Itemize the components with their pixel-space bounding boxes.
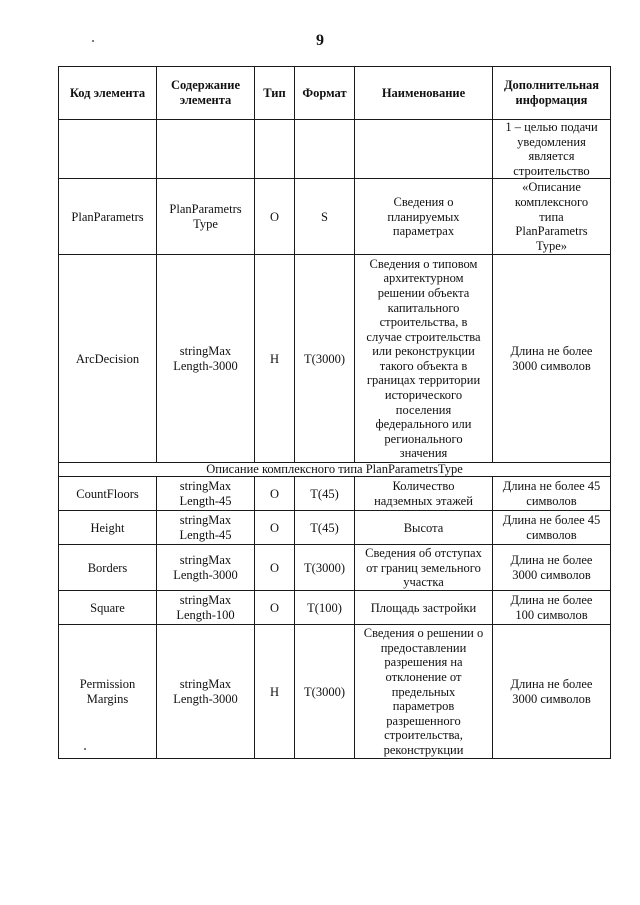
element-info-cell: 1 – целью подачи уведомления является строительство [493,120,611,179]
element-name-cell: Сведения о решении о предоставлении разрешения на отклонение от предельных параметров разрешенного строительства, реконструкции [355,625,493,759]
column-header: Тип [255,67,295,120]
table-row [59,120,611,179]
column-header: Наименование [355,67,493,120]
column-header: Код элемента [59,67,157,120]
element-content-cell [157,120,255,179]
element-type-cell: О [255,545,295,591]
element-info-cell: Длина не более 3000 символов [493,545,611,591]
element-format-cell: T(3000) [295,625,355,759]
element-name-cell: Сведения о планируемых параметрах [355,179,493,255]
element-type-cell [255,120,295,179]
element-info-cell: Длина не более 3000 символов [493,625,611,759]
element-code-cell: Borders [59,545,157,591]
table-row [59,591,611,625]
element-name-cell [355,120,493,179]
element-content-cell: stringMax Length-3000 [157,545,255,591]
element-format-cell: T(45) [295,511,355,545]
element-code-cell: CountFloors [59,477,157,511]
element-format-cell: T(45) [295,477,355,511]
element-name-cell: Площадь застройки [355,591,493,625]
table-row [59,255,611,463]
element-type-cell: О [255,511,295,545]
element-content-cell: stringMax Length-100 [157,591,255,625]
page-number: 9 [316,32,324,49]
element-code-cell: Height [59,511,157,545]
section-caption-row [59,463,611,477]
element-type-cell: О [255,477,295,511]
scan-speck [92,40,94,42]
element-content-cell: stringMax Length-3000 [157,625,255,759]
element-code-cell: Permission Margins [59,625,157,759]
element-info-cell: Длина не более 45 символов [493,477,611,511]
element-name-cell: Сведения о типовом архитектурном решении объекта капитального строительства, в случае строительства или реконструкции такого объекта в границах территории исторического поселения федерального или регионального значения [355,255,493,463]
element-code-cell: Square [59,591,157,625]
element-type-cell: О [255,591,295,625]
element-content-cell: stringMax Length-3000 [157,255,255,463]
table-row [59,545,611,591]
element-info-cell: Длина не более 100 символов [493,591,611,625]
element-code-cell: PlanParametrs [59,179,157,255]
element-format-cell: T(3000) [295,255,355,463]
column-header: Формат [295,67,355,120]
element-content-cell: stringMax Length-45 [157,477,255,511]
table-row [59,625,611,759]
table-header-row [59,67,611,120]
column-header: Дополнительная информация [493,67,611,120]
table-row [59,477,611,511]
element-type-cell: О [255,179,295,255]
section-caption: Описание комплексного типа PlanParametrsType [59,463,611,477]
element-code-cell: ArcDecision [59,255,157,463]
column-header: Содержание элемента [157,67,255,120]
element-name-cell: Количество надземных этажей [355,477,493,511]
element-content-cell: stringMax Length-45 [157,511,255,545]
element-info-cell: «Описание комплексного типа PlanParametrs Type» [493,179,611,255]
element-info-cell: Длина не более 45 символов [493,511,611,545]
element-content-cell: PlanParametrs Type [157,179,255,255]
data-table [58,66,611,759]
element-type-cell: Н [255,625,295,759]
element-format-cell: S [295,179,355,255]
element-format-cell [295,120,355,179]
element-name-cell: Сведения об отступах от границ земельного участка [355,545,493,591]
element-info-cell: Длина не более 3000 символов [493,255,611,463]
element-type-cell: Н [255,255,295,463]
table-row [59,179,611,255]
table-row [59,511,611,545]
element-code-cell [59,120,157,179]
element-name-cell: Высота [355,511,493,545]
element-format-cell: T(100) [295,591,355,625]
element-format-cell: T(3000) [295,545,355,591]
